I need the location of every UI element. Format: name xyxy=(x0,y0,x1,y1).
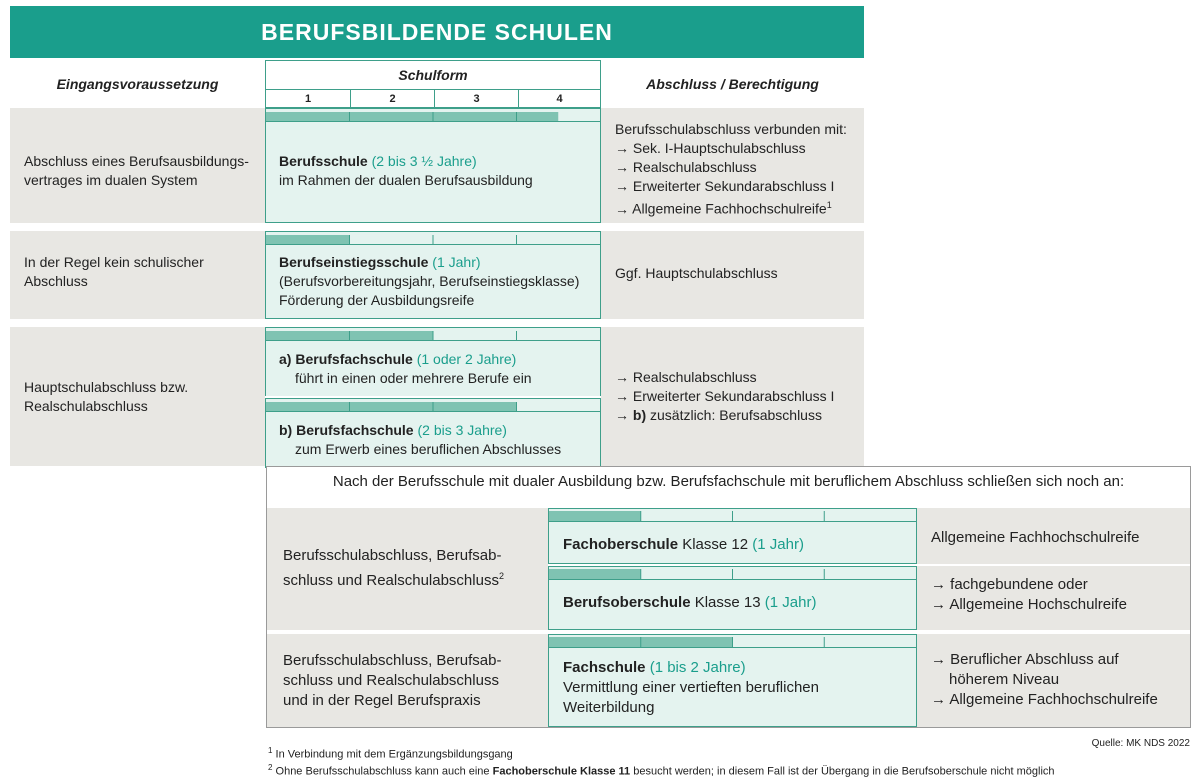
year-4: 4 xyxy=(518,90,600,108)
year-cell xyxy=(733,511,825,522)
page-title-text: BERUFSBILDENDE SCHULEN xyxy=(261,18,613,45)
year-cell xyxy=(733,637,825,648)
year-fill xyxy=(517,112,559,122)
year-fill xyxy=(433,112,517,122)
school-name-berufsfachschule-b: Berufsfachschule xyxy=(296,422,414,438)
fos-outcome: Allgemeine Fachhochschulreife xyxy=(931,529,1140,546)
year-fill xyxy=(350,331,434,341)
duration-bar-svg xyxy=(266,235,600,245)
footnote-1: $^1$ In Verbindung mit dem Ergänzungsbildungsgang xyxy=(268,746,513,761)
fos-duration-bar xyxy=(549,509,916,520)
duration-bar-svg xyxy=(266,331,600,341)
year-fill xyxy=(549,511,641,522)
year-cell xyxy=(433,331,517,341)
year-fill xyxy=(549,637,641,648)
year-fill xyxy=(266,112,350,122)
fachschule-text: Fachschule (1 bis 2 Jahre) Vermittlung einer vertieften beruflichen Weiterbildung xyxy=(563,659,819,716)
year-cell xyxy=(641,511,733,522)
year-3: 3 xyxy=(434,90,518,108)
bos-duration-bar xyxy=(549,567,916,578)
year-fill xyxy=(350,112,434,122)
header-schulform-label: Schulform xyxy=(398,67,468,83)
row-3-outcome: → Realschulabschluss → Erweiterter Sekundarabschluss I → b) zusätzlich: Berufsabschluss xyxy=(615,368,865,425)
row-3a-duration-bar xyxy=(266,328,600,338)
year-scale xyxy=(266,89,600,108)
year-cell xyxy=(733,569,825,580)
row-separator xyxy=(10,223,864,231)
year-cell xyxy=(517,235,601,245)
row-1-school: Berufsschule (2 bis 3 ½ Jahre) im Rahmen der dualen Berufsausbildung xyxy=(279,153,533,188)
footnote-2: $^2$ Ohne Berufsschulabschluss kann auch eine Fachoberschule Klasse 11 besucht werden; in diesem Fall ist der Übergang in die Berufsoberschule nicht möglich xyxy=(268,763,1055,778)
row-2-entry: In der Regel kein schulischer Abschluss xyxy=(24,254,204,289)
row-1-entry: Abschluss eines Berufsausbildungs- vertrages im dualen System xyxy=(24,153,249,188)
row-2-duration-bar xyxy=(266,232,600,242)
row-separator-2 xyxy=(10,319,864,327)
year-fill xyxy=(266,235,350,245)
row-3-entry: Hauptschulabschluss bzw. Realschulabschluss xyxy=(24,379,189,414)
header-outcome: Abschluss / Berechtigung xyxy=(646,76,819,92)
year-fill xyxy=(549,569,641,580)
year-fill xyxy=(433,402,517,412)
school-name-fachschule: Fachschule xyxy=(563,659,646,676)
bos-text: Berufsoberschule Klasse 13 (1 Jahr) xyxy=(563,594,817,611)
row-2-school: Berufseinstiegsschule (1 Jahr) (Berufsvorbereitungsjahr, Berufseinstiegsklasse) Förderung der Ausbildungsreife xyxy=(279,254,580,308)
row-1-duration-bar xyxy=(266,109,600,119)
year-cell xyxy=(641,569,733,580)
year-cell xyxy=(350,235,434,245)
header-entry: Eingangsvoraussetzung xyxy=(56,76,219,92)
duration-bar-svg xyxy=(266,112,600,122)
row-1-outcome: Berufsschulabschluss verbunden mit: → Sek. I-Hauptschulabschluss → Realschulabschluss → Erweiterter Sekundarabschluss I → Allgemeine Fachhochschulreife$^1$ xyxy=(615,120,865,219)
row-2-outcome: Ggf. Hauptschulabschluss xyxy=(615,265,778,281)
school-name-berufsschule: Berufsschule xyxy=(279,153,368,169)
duration-bar-svg xyxy=(549,569,916,580)
year-cell xyxy=(433,235,517,245)
school-name-fachoberschule: Fachoberschule xyxy=(563,536,679,553)
bos-outcome: → fachgebundene oder → Allgemeine Hochschulreife xyxy=(931,575,1189,615)
year-cell xyxy=(824,511,916,522)
fos-text: Fachoberschule Klasse 12 (1 Jahr) xyxy=(563,536,804,553)
fachschule-outcome: → Beruflicher Abschluss auf höherem Niveau → Allgemeine Fachhochschulreife xyxy=(931,650,1189,710)
school-name-berufsoberschule: Berufsoberschule xyxy=(563,594,691,611)
lower-row-1-entry: Berufsschulabschluss, Berufsab- schluss und Realschulabschluss$^2$ xyxy=(283,547,504,589)
year-fill xyxy=(266,331,350,341)
lower-heading: Nach der Berufsschule mit dualer Ausbildung bzw. Berufsfachschule mit beruflichem Abschluss schließen sich noch an: xyxy=(332,473,1125,490)
duration-bar-svg xyxy=(549,511,916,522)
lower-outcome-gap xyxy=(917,564,1190,566)
year-cell xyxy=(824,569,916,580)
year-cell xyxy=(517,331,601,341)
fachschule-duration-bar xyxy=(549,635,916,646)
year-1: 1 xyxy=(304,93,312,105)
school-name-berufsfachschule-a: Berufsfachschule xyxy=(295,351,413,367)
lower-row-2-entry: Berufsschulabschluss, Berufsab- schluss und Realschulabschluss und in der Regel Berufspraxis xyxy=(283,652,502,709)
year-cell xyxy=(517,402,601,412)
year-fill xyxy=(350,402,434,412)
source-note: Quelle: MK NDS 2022 xyxy=(1091,738,1190,749)
school-name-berufseinstiegsschule: Berufseinstiegsschule xyxy=(279,254,429,270)
row-3a-school: a) Berufsfachschule (1 oder 2 Jahre) führt in einen oder mehrere Berufe ein xyxy=(279,351,532,386)
header-schulform xyxy=(265,60,601,108)
page-title xyxy=(10,6,864,58)
row-3b-school: b) Berufsfachschule (2 bis 3 Jahre) zum Erwerb eines beruflichen Abschlusses xyxy=(279,422,562,457)
year-fill xyxy=(641,637,733,648)
year-cell xyxy=(824,637,916,648)
duration-bar-svg xyxy=(549,637,916,648)
duration-bar-svg xyxy=(266,402,600,412)
row-3b-duration-bar xyxy=(266,399,600,409)
year-fill xyxy=(266,402,350,412)
year-2: 2 xyxy=(350,90,434,108)
